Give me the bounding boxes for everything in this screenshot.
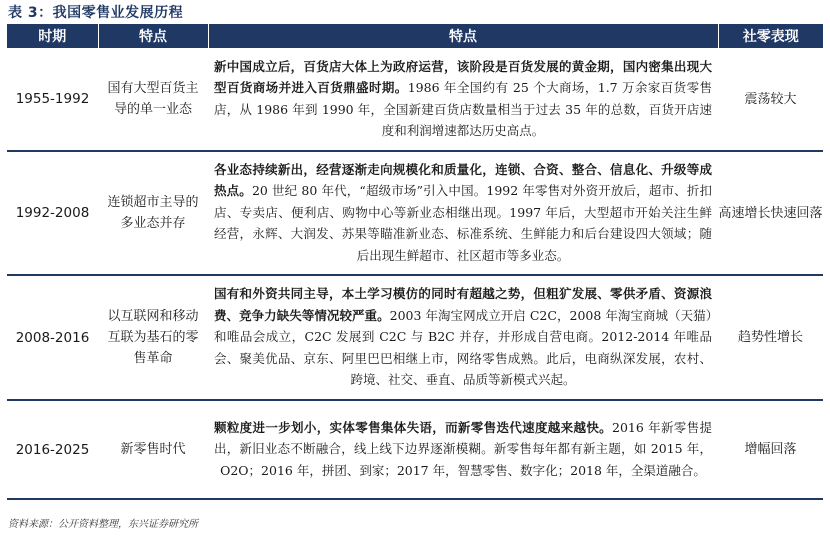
period-cell: 2016-2025: [7, 400, 98, 499]
description-cell: [208, 400, 718, 499]
description-cell: [208, 48, 718, 151]
performance-cell: 增幅回落: [718, 400, 823, 499]
description-cell: [208, 151, 718, 275]
header-feature: 特点: [98, 24, 208, 48]
feature-cell: 以互联网和移动互联为基石的零售革命: [98, 275, 208, 400]
header-period: 时期: [7, 24, 98, 48]
table-header-row: [7, 24, 823, 48]
performance-cell: 高速增长快速回落: [718, 151, 823, 275]
header-description: 特点: [208, 24, 718, 48]
period-cell: 1992-2008: [7, 151, 98, 275]
performance-cell: 震荡较大: [718, 48, 823, 151]
feature-cell: 连锁超市主导的多业态并存: [98, 151, 208, 275]
feature-cell: 新零售时代: [98, 400, 208, 499]
table-row: [7, 48, 823, 151]
description-bold: 各业态持续新出，经营逐渐走向规模化和质量化，连锁、合资、整合、信息化、升级等成热点。: [214, 161, 712, 199]
description-cell: [208, 275, 718, 400]
table-row: [7, 151, 823, 275]
retail-history-table: [7, 24, 823, 500]
description-bold: 国有和外资共同主导，本土学习模仿的同时有超越之势，但粗犷发展、零供矛盾、资源浪费、竞争力缺失等情况较严重。: [214, 286, 712, 323]
description-bold: 新中国成立后，百货店大体上为政府运营，该阶段是百货发展的黄金期，国内密集出现大型百货商场并进入百货鼎盛时期。: [214, 58, 712, 95]
header-performance: 社零表现: [718, 24, 823, 48]
description-text: 20 世纪 80 年代，“超级市场”引入中国。1992 年零售对外资开放后，超市、折扣店、专卖店、便利店、购物中心等新业态相继出现。1997 年后，大型超市开始关注生鲜经营，永辉、大润发、苏果等瞄准新业态、标准系统、生鲜能力和后台建设四大领域；随后出现生鲜超市、社区超市等多业态。: [214, 183, 712, 263]
description-text: 2016 年新零售提出，新旧业态不断融合，线上线下边界逐渐模糊。新零售每年都有新主题，如 2015 年，O2O；2016 年，拼团、到家；2017 年，智慧零售、数字化；2018 年，全渠道融合。: [214, 419, 712, 478]
description-bold: 颗粒度进一步划小，实体零售集体失语，而新零售迭代速度越来越快。: [214, 419, 612, 435]
period-cell: 1955-1992: [7, 48, 98, 151]
table-row: [7, 400, 823, 499]
feature-cell: 国有大型百货主导的单一业态: [98, 48, 208, 151]
description-text: 1986 年全国约有 25 个大商场，1.7 万余家百货零售店，从 1986 年到 1990 年，全国新建百货店数量相当于过去 35 年的总数，百货开店速度和利润增速都达历史高点。: [214, 80, 712, 138]
source-note: 资料来源：公开资料整理，东兴证券研究所: [8, 519, 198, 530]
period-cell: 2008-2016: [7, 275, 98, 400]
description-text: 2003 年淘宝网成立开启 C2C，2008 年淘宝商城（天猫）和唯品会成立，C2C 发展到 C2C 与 B2C 并存，并形成自营电商。2012-2014 年唯品会、聚美优品、京东、阿里巴巴相继上市，网络零售成熟。此后，电商纵深发展，农村、跨境、社交、垂直、品质等新模式兴起。: [214, 307, 712, 388]
table-row: [7, 275, 823, 400]
table-title: 表 3：我国零售业发展历程: [8, 5, 184, 21]
performance-cell: 趋势性增长: [718, 275, 823, 400]
